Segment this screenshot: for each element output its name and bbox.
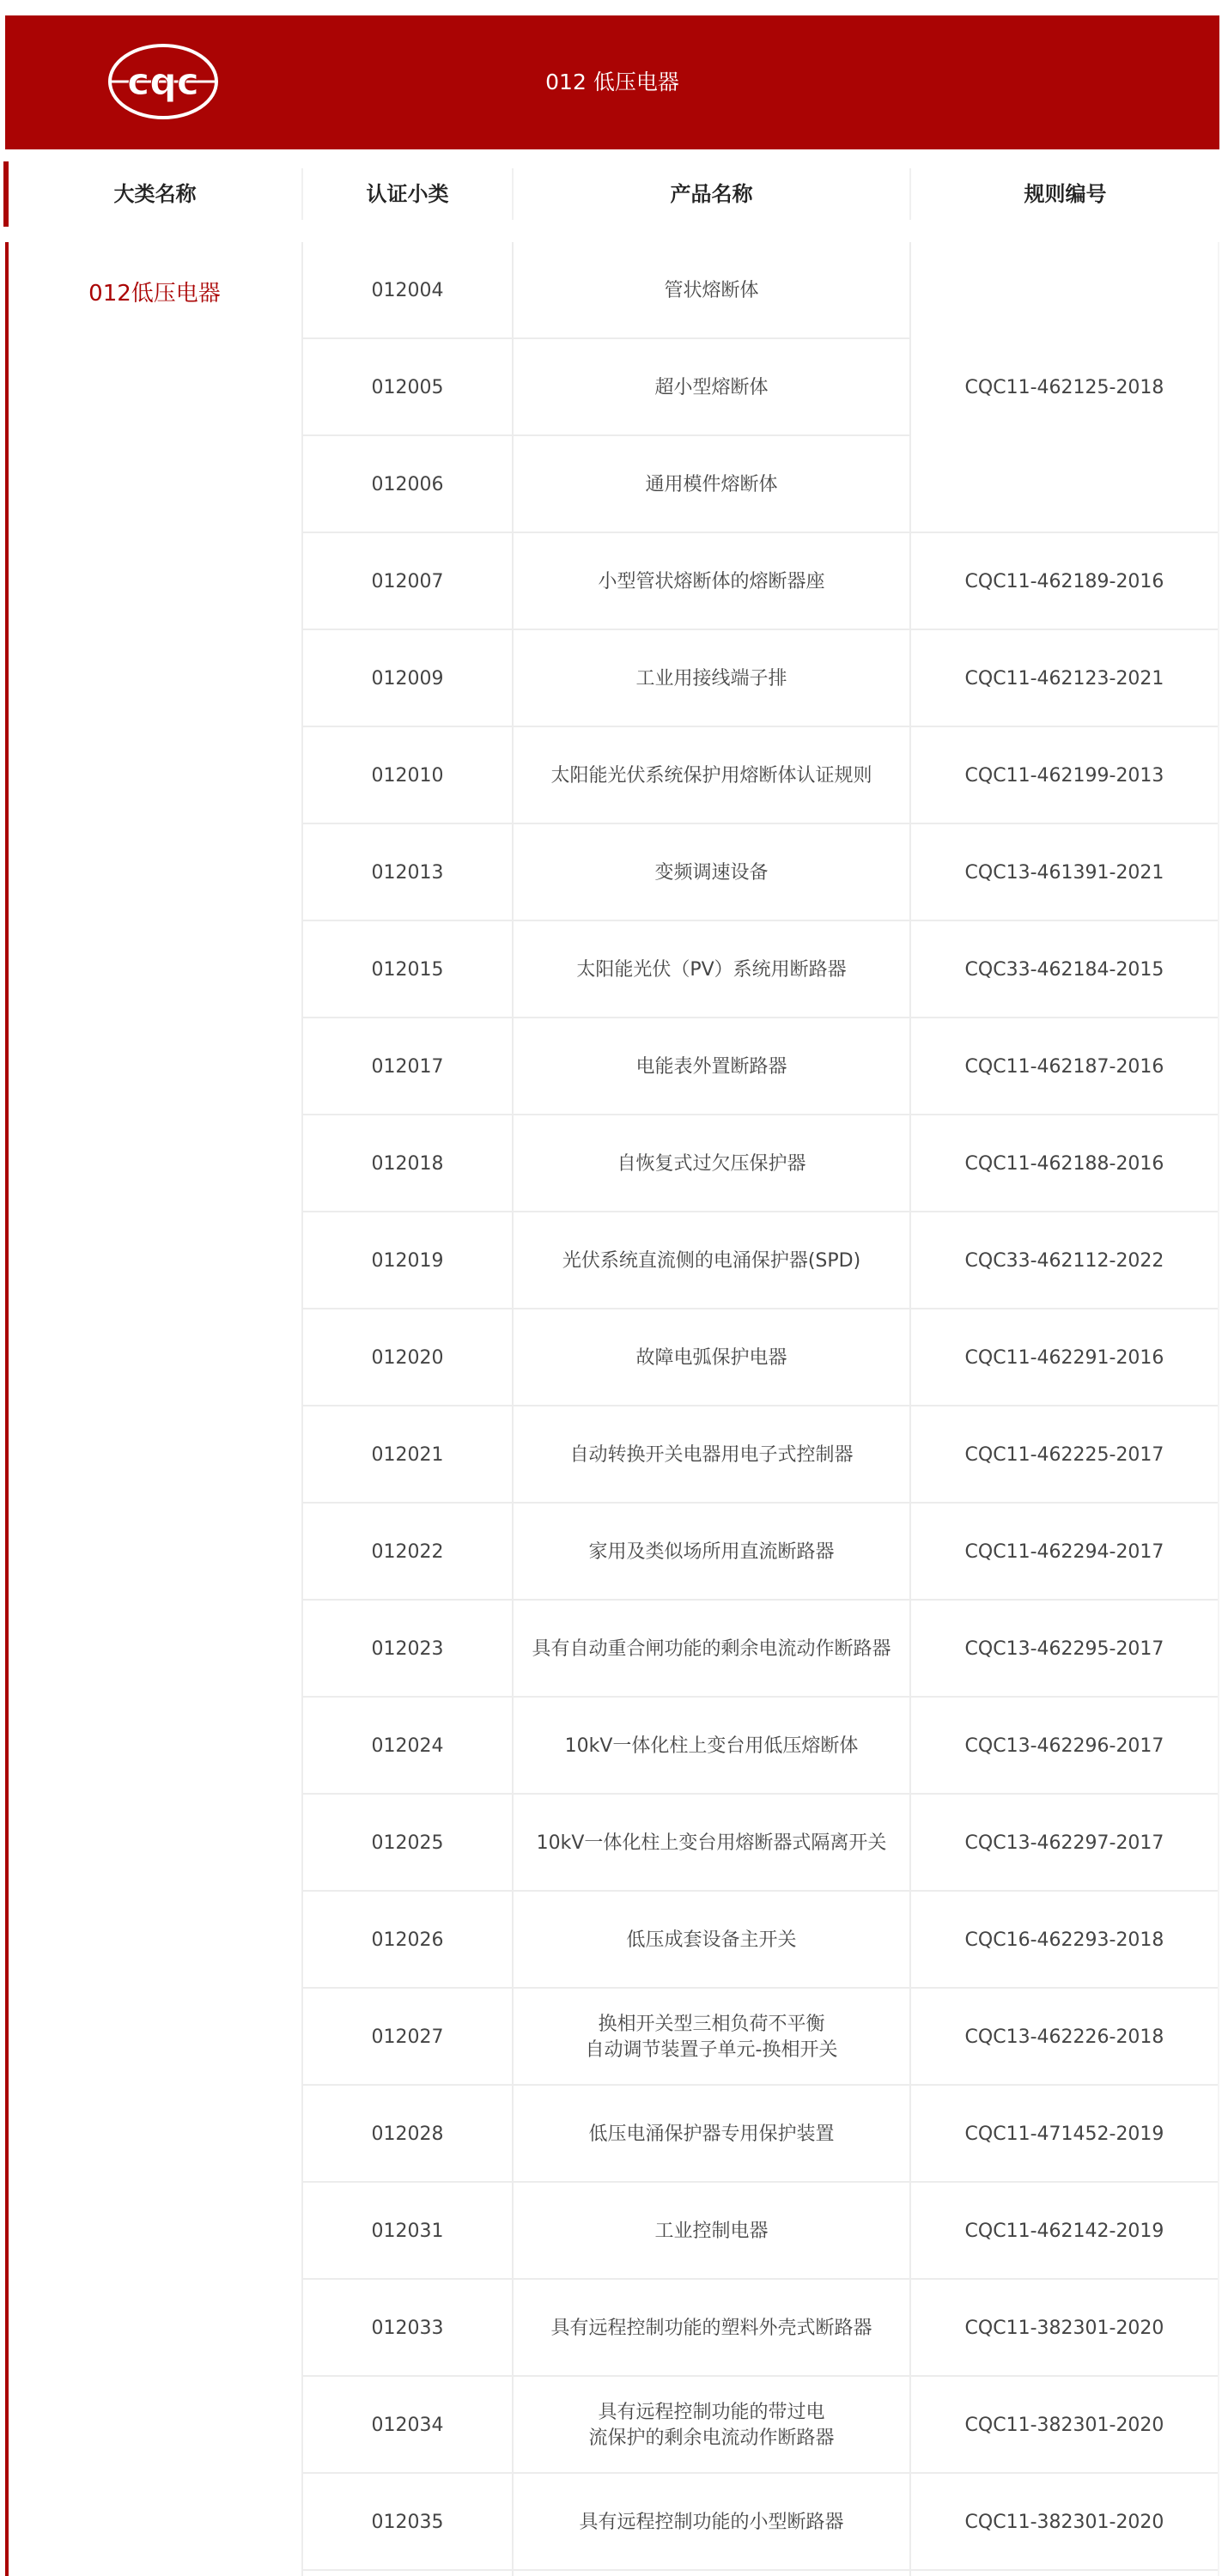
rule-number: CQC11-462189-2016 xyxy=(964,571,1164,592)
rule-number: CQC11-462187-2016 xyxy=(964,1056,1164,1078)
table-row xyxy=(303,727,1218,824)
product-name: 低压成套设备主开关 xyxy=(626,1929,797,1951)
subcategory-code: 012013 xyxy=(371,862,444,884)
table-row xyxy=(303,1601,1218,1698)
subcategory-code: 012017 xyxy=(371,1056,444,1078)
subcategory-code: 012005 xyxy=(371,377,444,398)
rule-number: CQC33-462112-2022 xyxy=(964,1250,1164,1272)
product-name: 管状熔断体 xyxy=(664,279,759,301)
header-rule-number: 规则编号 xyxy=(1024,182,1107,206)
table-row xyxy=(303,2183,1218,2280)
product-name: 超小型熔断体 xyxy=(654,376,769,398)
table-row xyxy=(303,1018,1218,1115)
subcategory-code: 012033 xyxy=(371,2318,444,2339)
rule-number: CQC13-462295-2017 xyxy=(964,1638,1164,1660)
table-row xyxy=(303,1795,1218,1892)
subcategory-code: 012021 xyxy=(371,1444,444,1466)
subcategory-code: 012019 xyxy=(371,1250,444,1272)
rule-number: CQC11-462225-2017 xyxy=(964,1444,1164,1466)
rule-number: CQC11-462199-2013 xyxy=(964,765,1164,787)
rule-number: CQC13-462226-2018 xyxy=(964,2026,1164,2048)
subcategory-code: 012024 xyxy=(371,1735,444,1757)
table-row xyxy=(303,1406,1218,1504)
table-row xyxy=(303,1892,1218,1989)
product-name: 工业用接线端子排 xyxy=(635,667,787,690)
product-name: 具有远程控制功能的带过电 流保护的剩余电流动作断路器 xyxy=(588,2401,835,2449)
header-product-name: 产品名称 xyxy=(670,182,753,206)
table-row xyxy=(303,533,1218,630)
table-row xyxy=(303,1309,1218,1406)
header-subcategory: 认证小类 xyxy=(366,182,449,206)
rule-number: CQC16-462293-2018 xyxy=(964,1929,1164,1951)
rule-number: CQC11-382301-2020 xyxy=(964,2415,1164,2436)
title-banner xyxy=(5,15,1219,149)
subcategory-code: 012010 xyxy=(371,765,444,787)
rule-number: CQC11-462123-2021 xyxy=(964,668,1164,690)
rule-number: CQC11-382301-2020 xyxy=(964,2512,1164,2533)
category-cell: 012低压电器 xyxy=(88,281,221,307)
subcategory-code: 012034 xyxy=(371,2415,444,2436)
page-title: 012 低压电器 xyxy=(545,70,679,94)
subcategory-code: 012031 xyxy=(371,2221,444,2242)
product-name: 具有远程控制功能的小型断路器 xyxy=(579,2511,844,2533)
subcategory-code: 012027 xyxy=(371,2026,444,2048)
subcategory-code: 012023 xyxy=(371,1638,444,1660)
subcategory-code: 012018 xyxy=(371,1153,444,1175)
subcategory-code: 012004 xyxy=(371,280,444,301)
rule-number: CQC11-462294-2017 xyxy=(964,1541,1164,1563)
product-name: 太阳能光伏系统保护用熔断体认证规则 xyxy=(550,764,872,787)
table-row xyxy=(303,1989,1218,2086)
table-row xyxy=(303,2280,1218,2377)
product-name: 10kV一体化柱上变台用熔断器式隔离开关 xyxy=(536,1832,887,1854)
subcategory-code: 012006 xyxy=(371,474,444,495)
table-row xyxy=(303,1698,1218,1795)
logo-text: cqc xyxy=(127,60,199,104)
table-header xyxy=(3,161,1219,227)
rule-number: CQC13-461391-2021 xyxy=(964,862,1164,884)
table-row xyxy=(303,630,1218,727)
table-row xyxy=(303,921,1218,1018)
table-body xyxy=(303,242,1218,2571)
subcategory-code: 012022 xyxy=(371,1541,444,1563)
product-name: 光伏系统直流侧的电涌保护器(SPD) xyxy=(562,1249,861,1272)
table-row xyxy=(303,824,1218,921)
product-name: 自动转换开关电器用电子式控制器 xyxy=(569,1443,854,1466)
product-name: 自恢复式过欠压保护器 xyxy=(617,1152,806,1175)
table-row xyxy=(303,1115,1218,1212)
merged-rule-cell: CQC11-462125-2018 xyxy=(964,377,1164,398)
product-name: 具有自动重合闸功能的剩余电流动作断路器 xyxy=(532,1637,891,1660)
product-name: 通用模件熔断体 xyxy=(645,473,778,495)
subcategory-code: 012025 xyxy=(371,1832,444,1854)
product-name: 工业控制电器 xyxy=(654,2220,769,2242)
subcategory-code: 012015 xyxy=(371,959,444,981)
product-name: 小型管状熔断体的熔断器座 xyxy=(598,570,825,592)
rule-number: CQC33-462184-2015 xyxy=(964,959,1164,981)
subcategory-code: 012007 xyxy=(371,571,444,592)
subcategory-code: 012020 xyxy=(371,1347,444,1369)
product-name: 家用及类似场所用直流断路器 xyxy=(588,1540,835,1563)
table-row xyxy=(303,1504,1218,1601)
subcategory-code: 012028 xyxy=(371,2123,444,2145)
rule-number: CQC11-462188-2016 xyxy=(964,1153,1164,1175)
product-name: 电能表外置断路器 xyxy=(635,1055,787,1078)
table-row xyxy=(303,2377,1218,2474)
table-row xyxy=(303,2474,1218,2571)
rule-number: CQC11-462291-2016 xyxy=(964,1347,1164,1369)
product-name: 变频调速设备 xyxy=(654,861,769,884)
table-row xyxy=(303,2086,1218,2183)
product-name: 低压电涌保护器专用保护装置 xyxy=(588,2123,835,2145)
product-name: 10kV一体化柱上变台用低压熔断体 xyxy=(564,1735,859,1757)
product-name: 故障电弧保护电器 xyxy=(635,1346,787,1369)
rule-number: CQC13-462296-2017 xyxy=(964,1735,1164,1757)
product-name: 具有远程控制功能的塑料外壳式断路器 xyxy=(550,2317,872,2339)
subcategory-code: 012035 xyxy=(371,2512,444,2533)
rule-number: CQC13-462297-2017 xyxy=(964,1832,1164,1854)
product-name: 太阳能光伏（PV）系统用断路器 xyxy=(576,958,847,981)
accent-bar xyxy=(5,242,9,2576)
rule-number: CQC11-471452-2019 xyxy=(964,2123,1164,2145)
subcategory-code: 012009 xyxy=(371,668,444,690)
rule-number: CQC11-382301-2020 xyxy=(964,2318,1164,2339)
subcategory-code: 012026 xyxy=(371,1929,444,1951)
table-row xyxy=(303,1212,1218,1309)
header-category: 大类名称 xyxy=(113,182,197,206)
product-name: 换相开关型三相负荷不平衡 自动调节装置子单元-换相开关 xyxy=(585,2013,838,2061)
rule-number: CQC11-462142-2019 xyxy=(964,2221,1164,2242)
